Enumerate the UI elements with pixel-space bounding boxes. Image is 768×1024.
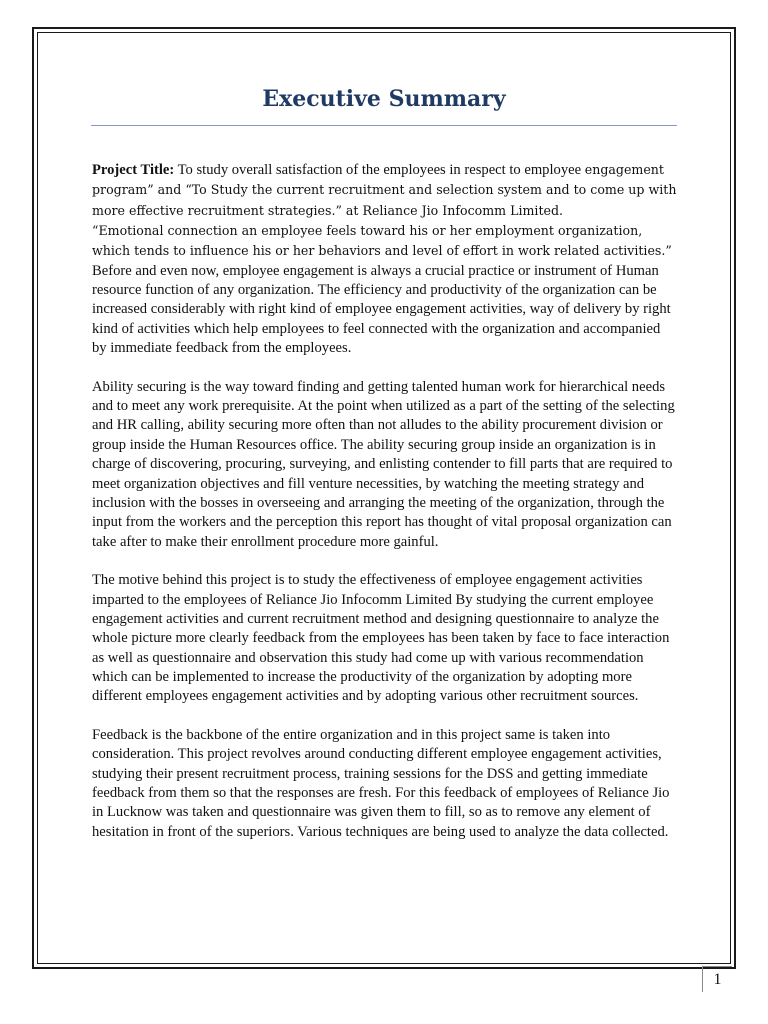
paragraph-motive: The motive behind this project is to study the effectiveness of employee engagement activities imparted to the employees of Reliance Jio Infocomm Limited By studying the current employee engagement activities and current recruitment method and designing questionnaire to analyze the whole picture more clearly feedback from the employees has been taken by face to face interaction as well as questionnaire and observation this study had come up with various recommendation which can be implemented to increase the productivity of the organization by adopting more different employees engagement activities and by adopting various other recruitment sources. bbox=[92, 572, 670, 705]
document-body bbox=[92, 160, 678, 842]
project-title-text: To study overall satisfaction of the employees in respect to employee bbox=[174, 162, 582, 178]
paragraph-project-title bbox=[92, 160, 678, 358]
paragraph-ability-securing: Ability securing is the way toward finding and getting talented human work for hierarchical needs and to meet any work prerequisite. At the point when utilized as a part of the setting of the selecting and HR calling, ability securing more often than not alludes to the ability procurement division or group inside the Human Resources office. The ability securing group inside an organization is in charge of discovering, procuring, surveying, and enlisting contender to fill parts that are required to meet organization objectives and fill venture necessities, by watching the meeting strategy and inclusion with the bosses in overseeing and arranging the meeting of the organization, through the input from the workers and the perception this report has thought of vital proposal organization can take after to make their enrollment procedure more gainful. bbox=[92, 378, 675, 550]
employee-engagement-text: Before and even now, employee engagement is always a crucial practice or instrument of Human resource function of any organization. The efficiency and productivity of the organization can be increased considerably with right kind of employee engagement activities, way of delivery by right kind of activities which help employees to feel connected with the organization and accompanied by immediate feedback from the employees. bbox=[92, 262, 671, 357]
title-underline bbox=[91, 125, 677, 126]
project-title-text-cont: engagement program” and “To Study the current recruitment and selection system and to come up with more effective recruitment strategies.” at Reliance Jio Infocomm Limited. bbox=[92, 162, 677, 218]
emotional-connection-quote: “Emotional connection an employee feels toward his or her employment organization, which tends to influence his or her behaviors and level of effort in work related activities.” bbox=[92, 223, 672, 259]
paragraph-feedback: Feedback is the backbone of the entire organization and in this project same is taken into consideration. This project revolves around conducting different employee engagement activities, studying their present recruitment process, training sessions for the DSS and getting immediate feedback from them so that the responses are fresh. For this feedback of employees of Reliance Jio in Lucknow was taken and questionnaire was given them to fill, so as to remove any element of hesitation in front of the superiors. Various techniques are being used to analyze the data collected. bbox=[92, 726, 670, 840]
page-number: 1 bbox=[702, 966, 732, 992]
project-title-label: Project Title: bbox=[92, 162, 175, 178]
page-title: Executive Summary bbox=[262, 86, 506, 112]
